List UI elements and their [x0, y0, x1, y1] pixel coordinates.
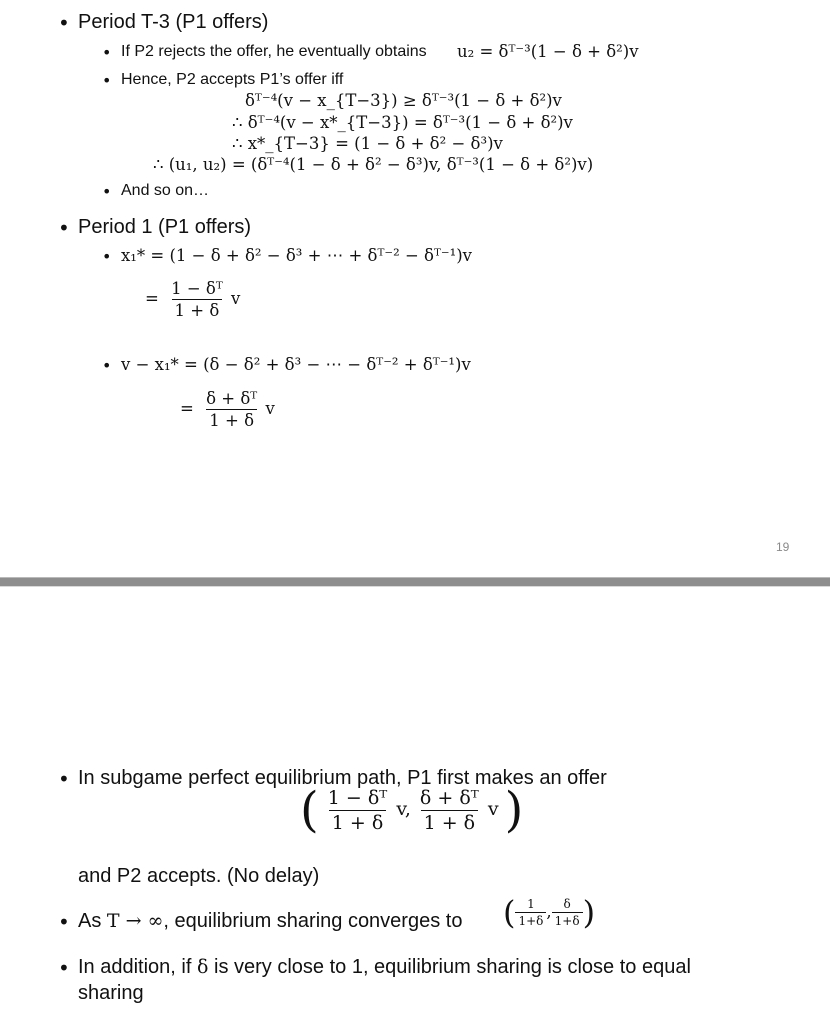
limit-pair: ( $\frac{1}{1+\delta}$ , $\frac{\delta}{1+\delta}$ ): [503, 893, 596, 932]
bullet-dot: •: [58, 956, 70, 980]
p1-x1-closed-form: = $\frac{\text{1 − δᵀ}}{1 + \delta}$ v: [145, 279, 241, 320]
p2-accepts-text: and P2 accepts. (No delay): [78, 865, 320, 887]
t3-equality: ∴ δᵀ⁻⁴(v − x*_{T−3}) = δᵀ⁻³(1 − δ + δ²)v: [232, 113, 573, 132]
limit-sentence: As T → ∞, equilibrium sharing converges to: [78, 910, 463, 932]
bullet-dot: •: [58, 767, 70, 791]
bullet-dot: •: [102, 43, 112, 62]
equal-sharing-line1: In addition, if δ is very close to 1, equilibrium sharing is close to equal: [78, 956, 691, 978]
t3-rejects-text: If P2 rejects the offer, he eventually obtains: [121, 43, 427, 60]
p1-v-minus-x1-closed-form: = $\frac{\text{δ + δᵀ}}{1 + \delta}$ v: [180, 389, 275, 430]
section-title-p1: Period 1 (P1 offers): [78, 216, 252, 238]
bullet-dot: •: [102, 247, 112, 266]
bullet-dot: •: [58, 11, 70, 35]
bullet-dot: •: [102, 356, 112, 375]
t3-accepts-text: Hence, P2 accepts P1’s offer iff: [121, 71, 344, 88]
t3-u2-formula: u₂ = δᵀ⁻³(1 − δ + δ²)v: [457, 42, 639, 61]
equal-sharing-line2: sharing: [78, 982, 144, 1004]
bullet-dot: •: [102, 182, 112, 201]
p1-v-minus-x1-series: v − x₁* = (δ − δ² + δ³ − ⋯ − δᵀ⁻² + δᵀ⁻¹)v: [121, 355, 471, 374]
slide-divider: [0, 577, 830, 587]
section-title-t3: Period T-3 (P1 offers): [78, 11, 269, 33]
slide-20: [0, 587, 830, 1024]
bullet-dot: •: [58, 910, 70, 934]
bullet-dot: •: [102, 71, 112, 90]
t3-inequality: δᵀ⁻⁴(v − x_{T−3}) ≥ δᵀ⁻³(1 − δ + δ²)v: [245, 91, 562, 110]
bullet-dot: •: [58, 216, 70, 240]
spe-path-text: In subgame perfect equilibrium path, P1 first makes an offer: [78, 767, 607, 789]
page-number: 19: [776, 540, 790, 554]
t3-payoffs: ∴ (u₁, u₂) = (δᵀ⁻⁴(1 − δ + δ² − δ³)v, δᵀ⁻³(1 − δ + δ²)v): [153, 155, 594, 174]
t3-offer-solution: ∴ x*_{T−3} = (1 − δ + δ² − δ³)v: [232, 134, 503, 153]
p1-x1-series: x₁* = (1 − δ + δ² − δ³ + ⋯ + δᵀ⁻² − δᵀ⁻¹)v: [121, 246, 472, 265]
spe-offer-pair: ( $\frac{\text{1 − δᵀ}}{1 + \delta}$ v, $\frac{\text{δ + δᵀ}}{1 + \delta}$ v ): [300, 782, 524, 838]
t3-and-so-on: And so on…: [121, 182, 210, 199]
